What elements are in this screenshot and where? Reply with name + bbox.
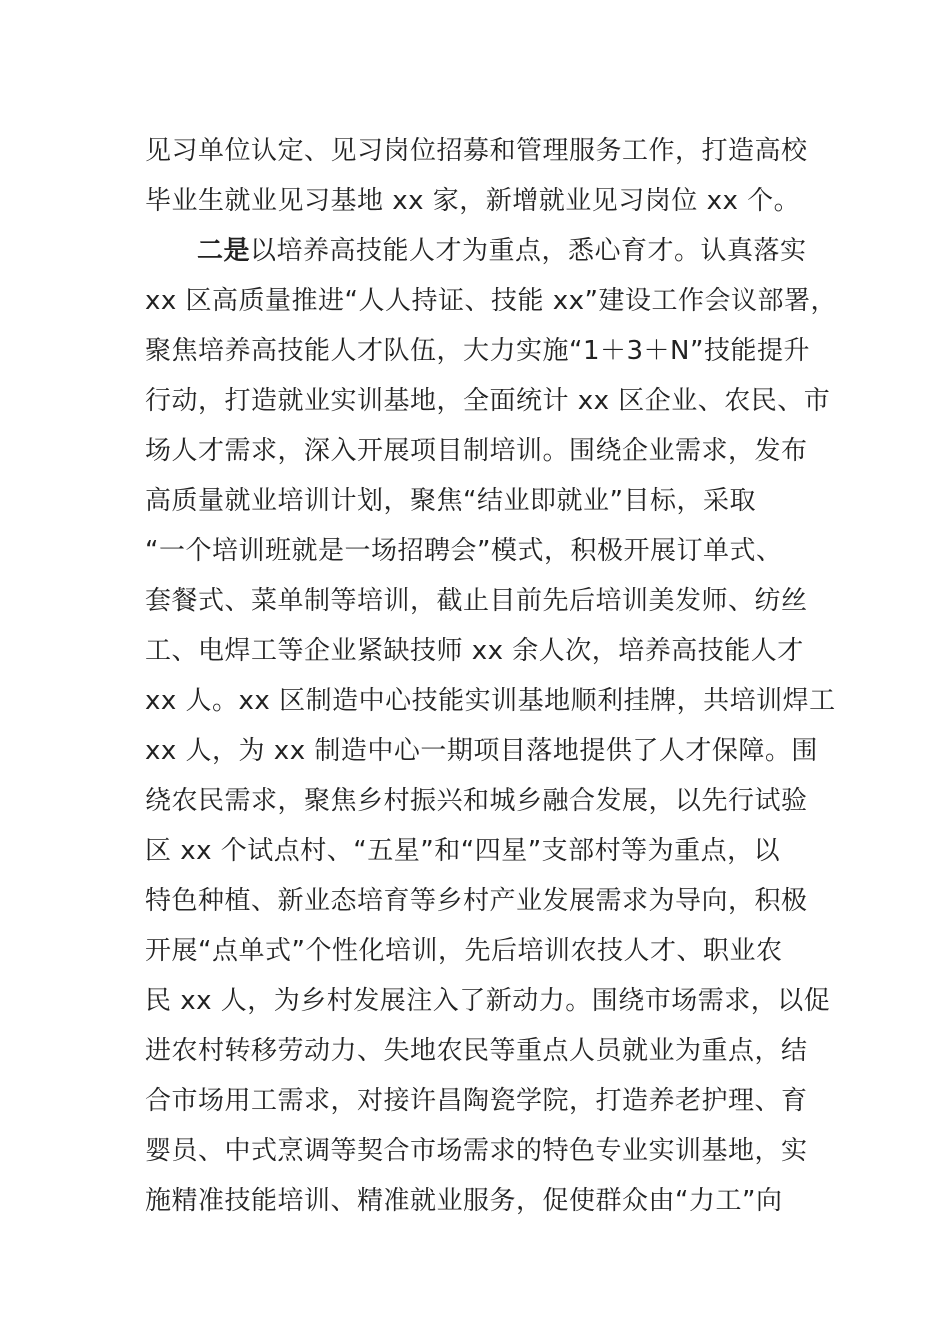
text-line: 行动，打造就业实训基地，全面统计 xx 区企业、农民、市	[145, 386, 831, 416]
text-line: 施精准技能培训、精准就业服务，促使群众由“力工”向	[145, 1186, 783, 1216]
text-line-rest: 以培养高技能人才为重点，悉心育才。认真落实	[250, 236, 807, 266]
paragraph-first-line	[145, 226, 815, 276]
text-line: 民 xx 人，为乡村发展注入了新动力。围绕市场需求，以促	[145, 986, 831, 1016]
text-line: 工、电焊工等企业紧缺技师 xx 余人次，培养高技能人才	[145, 636, 804, 666]
text-line: 套餐式、菜单制等培训，截止目前先后培训美发师、纺丝	[145, 586, 808, 616]
text-line: 场人才需求，深入开展项目制培训。围绕企业需求，发布	[145, 436, 808, 466]
text-line: xx 人，为 xx 制造中心一期项目落地提供了人才保障。围	[145, 736, 818, 766]
text-line: “一个培训班就是一场招聘会”模式，积极开展订单式、	[145, 536, 783, 566]
text-line: 合市场用工需求，对接许昌陶瓷学院，打造养老护理、育	[145, 1086, 808, 1116]
text-line: 见习单位认定、见习岗位招募和管理服务工作，打造高校	[145, 136, 808, 166]
text-line: 区 xx 个试点村、“五星”和“四星”支部村等为重点，以	[145, 836, 781, 866]
text-line: xx 区高质量推进“人人持证、技能 xx”建设工作会议部署，	[145, 286, 838, 316]
text-line: 开展“点单式”个性化培训，先后培训农技人才、职业农	[145, 936, 783, 966]
text-line: 聚焦培养高技能人才队伍，大力实施“1＋3＋N”技能提升	[145, 336, 810, 366]
text-line: 毕业生就业见习基地 xx 家，新增就业见习岗位 xx 个。	[145, 186, 801, 216]
text-line: 婴员、中式烹调等契合市场需求的特色专业实训基地，实	[145, 1136, 808, 1166]
text-line: 高质量就业培训计划，聚焦“结业即就业”目标，采取	[145, 486, 756, 516]
text-line: 绕农民需求，聚焦乡村振兴和城乡融合发展，以先行试验	[145, 786, 808, 816]
text-line: 进农村转移劳动力、失地农民等重点人员就业为重点，结	[145, 1036, 808, 1066]
text-line: xx 人。xx 区制造中心技能实训基地顺利挂牌，共培训焊工	[145, 686, 836, 716]
text-line: 特色种植、新业态培育等乡村产业发展需求为导向，积极	[145, 886, 808, 916]
bold-lead-text: 二是	[197, 236, 251, 266]
document-body	[145, 126, 838, 1226]
